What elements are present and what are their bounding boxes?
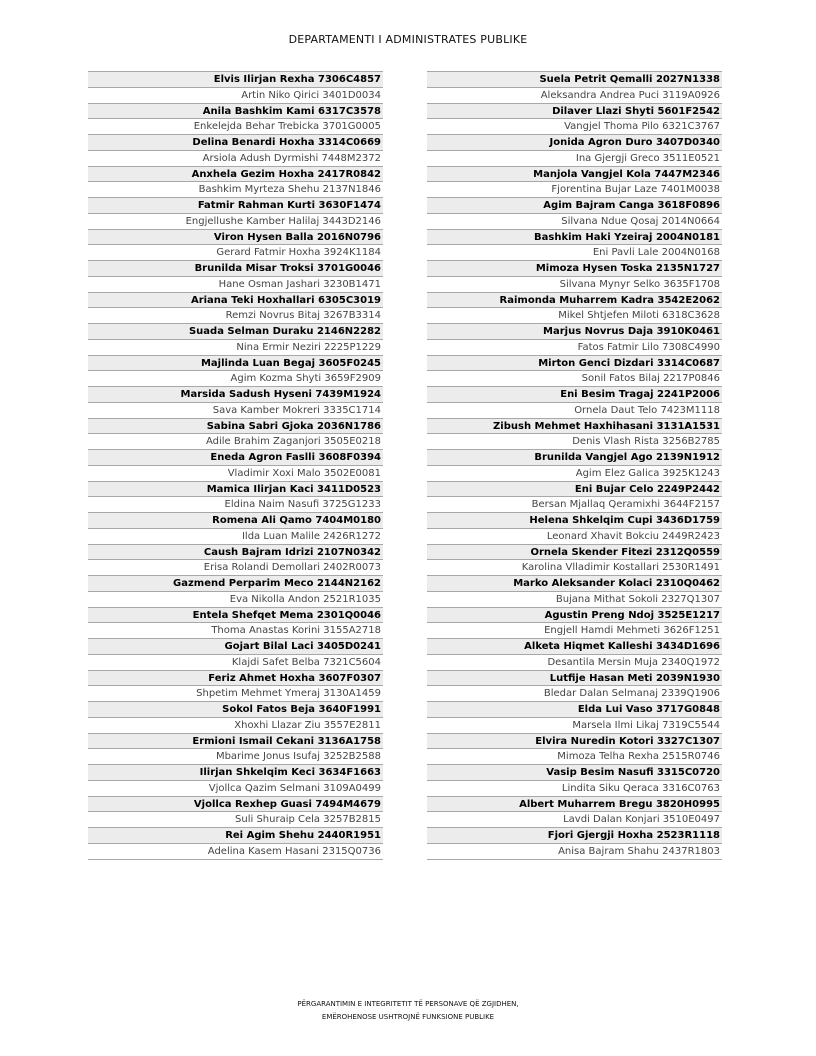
right-list-row: Desantila Mersin Muja 2340Q1972 bbox=[427, 654, 722, 670]
left-list-row: Ermioni Ismail Cekani 3136A1758 bbox=[88, 733, 383, 749]
left-list-row: Enkelejda Behar Trebicka 3701G0005 bbox=[88, 118, 383, 134]
right-list-row: Ornela Daut Telo 7423M1118 bbox=[427, 402, 722, 418]
left-list-row: Eldina Naim Nasufi 3725G1233 bbox=[88, 496, 383, 512]
left-list-row: Shpetim Mehmet Ymeraj 3130A1459 bbox=[88, 685, 383, 701]
page-footer bbox=[0, 998, 816, 1024]
right-list-row: Ina Gjergji Greco 3511E0521 bbox=[427, 150, 722, 166]
left-list-row: Mamica Ilirjan Kaci 3411D0523 bbox=[88, 481, 383, 497]
left-list-row: Feriz Ahmet Hoxha 3607F0307 bbox=[88, 670, 383, 686]
right-list-row: Elvira Nuredin Kotori 3327C1307 bbox=[427, 733, 722, 749]
right-list-row: Eni Besim Tragaj 2241P2006 bbox=[427, 386, 722, 402]
page-title: DEPARTAMENTI I ADMINISTRATES PUBLIKE bbox=[288, 33, 528, 46]
left-list-row: Thoma Anastas Korini 3155A2718 bbox=[88, 622, 383, 638]
right-list-row: Engjell Hamdi Mehmeti 3626F1251 bbox=[427, 622, 722, 638]
right-list-row: Silvana Mynyr Selko 3635F1708 bbox=[427, 276, 722, 292]
left-list-row: Delina Benardi Hoxha 3314C0669 bbox=[88, 134, 383, 150]
left-list-row: Artin Niko Qirici 3401D0034 bbox=[88, 87, 383, 103]
right-list-row: Agim Bajram Canga 3618F0896 bbox=[427, 197, 722, 213]
right-list-row: Lindita Siku Qeraca 3316C0763 bbox=[427, 780, 722, 796]
left-list-end-rule bbox=[88, 859, 383, 860]
left-list-row: Xhoxhi Llazar Ziu 3557E2811 bbox=[88, 717, 383, 733]
right-list-row: Bashkim Haki Yzeiraj 2004N0181 bbox=[427, 229, 722, 245]
left-list-row: Nina Ermir Neziri 2225P1229 bbox=[88, 339, 383, 355]
left-list-row: Romena Ali Qamo 7404M0180 bbox=[88, 512, 383, 528]
left-list-row: Adile Brahim Zaganjori 3505E0218 bbox=[88, 433, 383, 449]
right-list-row: Suela Petrit Qemalli 2027N1338 bbox=[427, 71, 722, 87]
right-list-row: Silvana Ndue Qosaj 2014N0664 bbox=[427, 213, 722, 229]
right-list-row: Mikel Shtjefen Miloti 6318C3628 bbox=[427, 307, 722, 323]
left-list-row: Anila Bashkim Kami 6317C3578 bbox=[88, 103, 383, 119]
left-list-row: Hane Osman Jashari 3230B1471 bbox=[88, 276, 383, 292]
right-list-row: Bujana Mithat Sokoli 2327Q1307 bbox=[427, 591, 722, 607]
right-list-row: Karolina Vlladimir Kostallari 2530R1491 bbox=[427, 559, 722, 575]
left-list-row: Ariana Teki Hoxhallari 6305C3019 bbox=[88, 292, 383, 308]
right-list-row: Bledar Dalan Selmanaj 2339Q1906 bbox=[427, 685, 722, 701]
right-list-row: Manjola Vangjel Kola 7447M2346 bbox=[427, 166, 722, 182]
left-list-row: Engjellushe Kamber Halilaj 3443D2146 bbox=[88, 213, 383, 229]
right-list-row: Lutfije Hasan Meti 2039N1930 bbox=[427, 670, 722, 686]
left-list-row: Vladimir Xoxi Malo 3502E0081 bbox=[88, 465, 383, 481]
left-list-row: Fatmir Rahman Kurti 3630F1474 bbox=[88, 197, 383, 213]
footer-line-1: PËRGARANTIMIN E INTEGRITETIT TË PERSONAVE QË ZGJIDHEN, bbox=[297, 1000, 519, 1008]
left-list-row: Suli Shuraip Cela 3257B2815 bbox=[88, 811, 383, 827]
left-list-row: Anxhela Gezim Hoxha 2417R0842 bbox=[88, 166, 383, 182]
right-list-row: Eni Pavli Lale 2004N0168 bbox=[427, 244, 722, 260]
left-list-row: Ilda Luan Malile 2426R1272 bbox=[88, 528, 383, 544]
right-list-row: Bersan Mjallaq Qeramixhi 3644F2157 bbox=[427, 496, 722, 512]
right-list-row: Mimoza Hysen Toska 2135N1727 bbox=[427, 260, 722, 276]
right-name-list bbox=[427, 71, 722, 860]
left-list-row: Adelina Kasem Hasani 2315Q0736 bbox=[88, 843, 383, 859]
left-list-row: Remzi Novrus Bitaj 3267B3314 bbox=[88, 307, 383, 323]
left-list-row: Arsiola Adush Dyrmishi 7448M2372 bbox=[88, 150, 383, 166]
left-list-row: Viron Hysen Balla 2016N0796 bbox=[88, 229, 383, 245]
left-list-row: Majlinda Luan Begaj 3605F0245 bbox=[88, 355, 383, 371]
left-list-row: Mbarime Jonus Isufaj 3252B2588 bbox=[88, 748, 383, 764]
right-list-row: Fjori Gjergji Hoxha 2523R1118 bbox=[427, 827, 722, 843]
right-list-row: Leonard Xhavit Bokciu 2449R2423 bbox=[427, 528, 722, 544]
left-list-row: Gerard Fatmir Hoxha 3924K1184 bbox=[88, 244, 383, 260]
right-list-row: Dilaver Llazi Shyti 5601F2542 bbox=[427, 103, 722, 119]
right-list-row: Anisa Bajram Shahu 2437R1803 bbox=[427, 843, 722, 859]
right-list-row: Zibush Mehmet Haxhihasani 3131A1531 bbox=[427, 418, 722, 434]
left-list-row: Ilirjan Shkelqim Keci 3634F1663 bbox=[88, 764, 383, 780]
left-list-row: Suada Selman Duraku 2146N2282 bbox=[88, 323, 383, 339]
left-list-row: Klajdi Safet Belba 7321C5604 bbox=[88, 654, 383, 670]
left-list-row: Eva Nikolla Andon 2521R1035 bbox=[88, 591, 383, 607]
left-name-list bbox=[88, 71, 383, 860]
right-list-row: Albert Muharrem Bregu 3820H0995 bbox=[427, 796, 722, 812]
right-list-row: Denis Vlash Rista 3256B2785 bbox=[427, 433, 722, 449]
left-list-row: Sokol Fatos Beja 3640F1991 bbox=[88, 701, 383, 717]
left-list-row: Caush Bajram Idrizi 2107N0342 bbox=[88, 544, 383, 560]
right-list-row: Helena Shkelqim Cupi 3436D1759 bbox=[427, 512, 722, 528]
right-list-row: Elda Lui Vaso 3717G0848 bbox=[427, 701, 722, 717]
right-list-row: Sonil Fatos Bilaj 2217P0846 bbox=[427, 370, 722, 386]
right-list-row: Agustin Preng Ndoj 3525E1217 bbox=[427, 607, 722, 623]
right-list-row: Mimoza Telha Rexha 2515R0746 bbox=[427, 748, 722, 764]
left-list-row: Elvis Ilirjan Rexha 7306C4857 bbox=[88, 71, 383, 87]
right-list-row: Lavdi Dalan Konjari 3510E0497 bbox=[427, 811, 722, 827]
right-list-row: Vasip Besim Nasufi 3315C0720 bbox=[427, 764, 722, 780]
left-list-row: Agim Kozma Shyti 3659F2909 bbox=[88, 370, 383, 386]
left-list-row: Vjollca Qazim Selmani 3109A0499 bbox=[88, 780, 383, 796]
left-list-row: Vjollca Rexhep Guasi 7494M4679 bbox=[88, 796, 383, 812]
right-list-row: Ornela Skender Fitezi 2312Q0559 bbox=[427, 544, 722, 560]
right-list-row: Agim Elez Galica 3925K1243 bbox=[427, 465, 722, 481]
right-list-row: Jonida Agron Duro 3407D0340 bbox=[427, 134, 722, 150]
right-list-row: Fjorentina Bujar Laze 7401M0038 bbox=[427, 181, 722, 197]
right-list-row: Marsela Ilmi Likaj 7319C5544 bbox=[427, 717, 722, 733]
right-list-row: Marjus Novrus Daja 3910K0461 bbox=[427, 323, 722, 339]
right-list-row: Vangjel Thoma Pilo 6321C3767 bbox=[427, 118, 722, 134]
right-list-row: Mirton Genci Dizdari 3314C0687 bbox=[427, 355, 722, 371]
right-list-row: Marko Aleksander Kolaci 2310Q0462 bbox=[427, 575, 722, 591]
right-list-row: Raimonda Muharrem Kadra 3542E2062 bbox=[427, 292, 722, 308]
right-list-row: Fatos Fatmir Lilo 7308C4990 bbox=[427, 339, 722, 355]
right-list-row: Alketa Hiqmet Kalleshi 3434D1696 bbox=[427, 638, 722, 654]
left-list-row: Entela Shefqet Mema 2301Q0046 bbox=[88, 607, 383, 623]
left-list-row: Sabina Sabri Gjoka 2036N1786 bbox=[88, 418, 383, 434]
left-list-row: Bashkim Myrteza Shehu 2137N1846 bbox=[88, 181, 383, 197]
left-list-row: Rei Agim Shehu 2440R1951 bbox=[88, 827, 383, 843]
left-list-row: Erisa Rolandi Demollari 2402R0073 bbox=[88, 559, 383, 575]
right-list-row: Aleksandra Andrea Puci 3119A0926 bbox=[427, 87, 722, 103]
right-list-row: Eni Bujar Celo 2249P2442 bbox=[427, 481, 722, 497]
left-list-row: Eneda Agron Faslli 3608F0394 bbox=[88, 449, 383, 465]
left-list-row: Gazmend Perparim Meco 2144N2162 bbox=[88, 575, 383, 591]
left-list-row: Gojart Bilal Laci 3405D0241 bbox=[88, 638, 383, 654]
footer-line-2: EMËROHENOSE USHTROJNË FUNKSIONE PUBLIKE bbox=[321, 1013, 495, 1021]
right-list-row: Brunilda Vangjel Ago 2139N1912 bbox=[427, 449, 722, 465]
left-list-row: Sava Kamber Mokreri 3335C1714 bbox=[88, 402, 383, 418]
left-list-row: Marsida Sadush Hyseni 7439M1924 bbox=[88, 386, 383, 402]
left-list-row: Brunilda Misar Troksi 3701G0046 bbox=[88, 260, 383, 276]
right-list-end-rule bbox=[427, 859, 722, 860]
